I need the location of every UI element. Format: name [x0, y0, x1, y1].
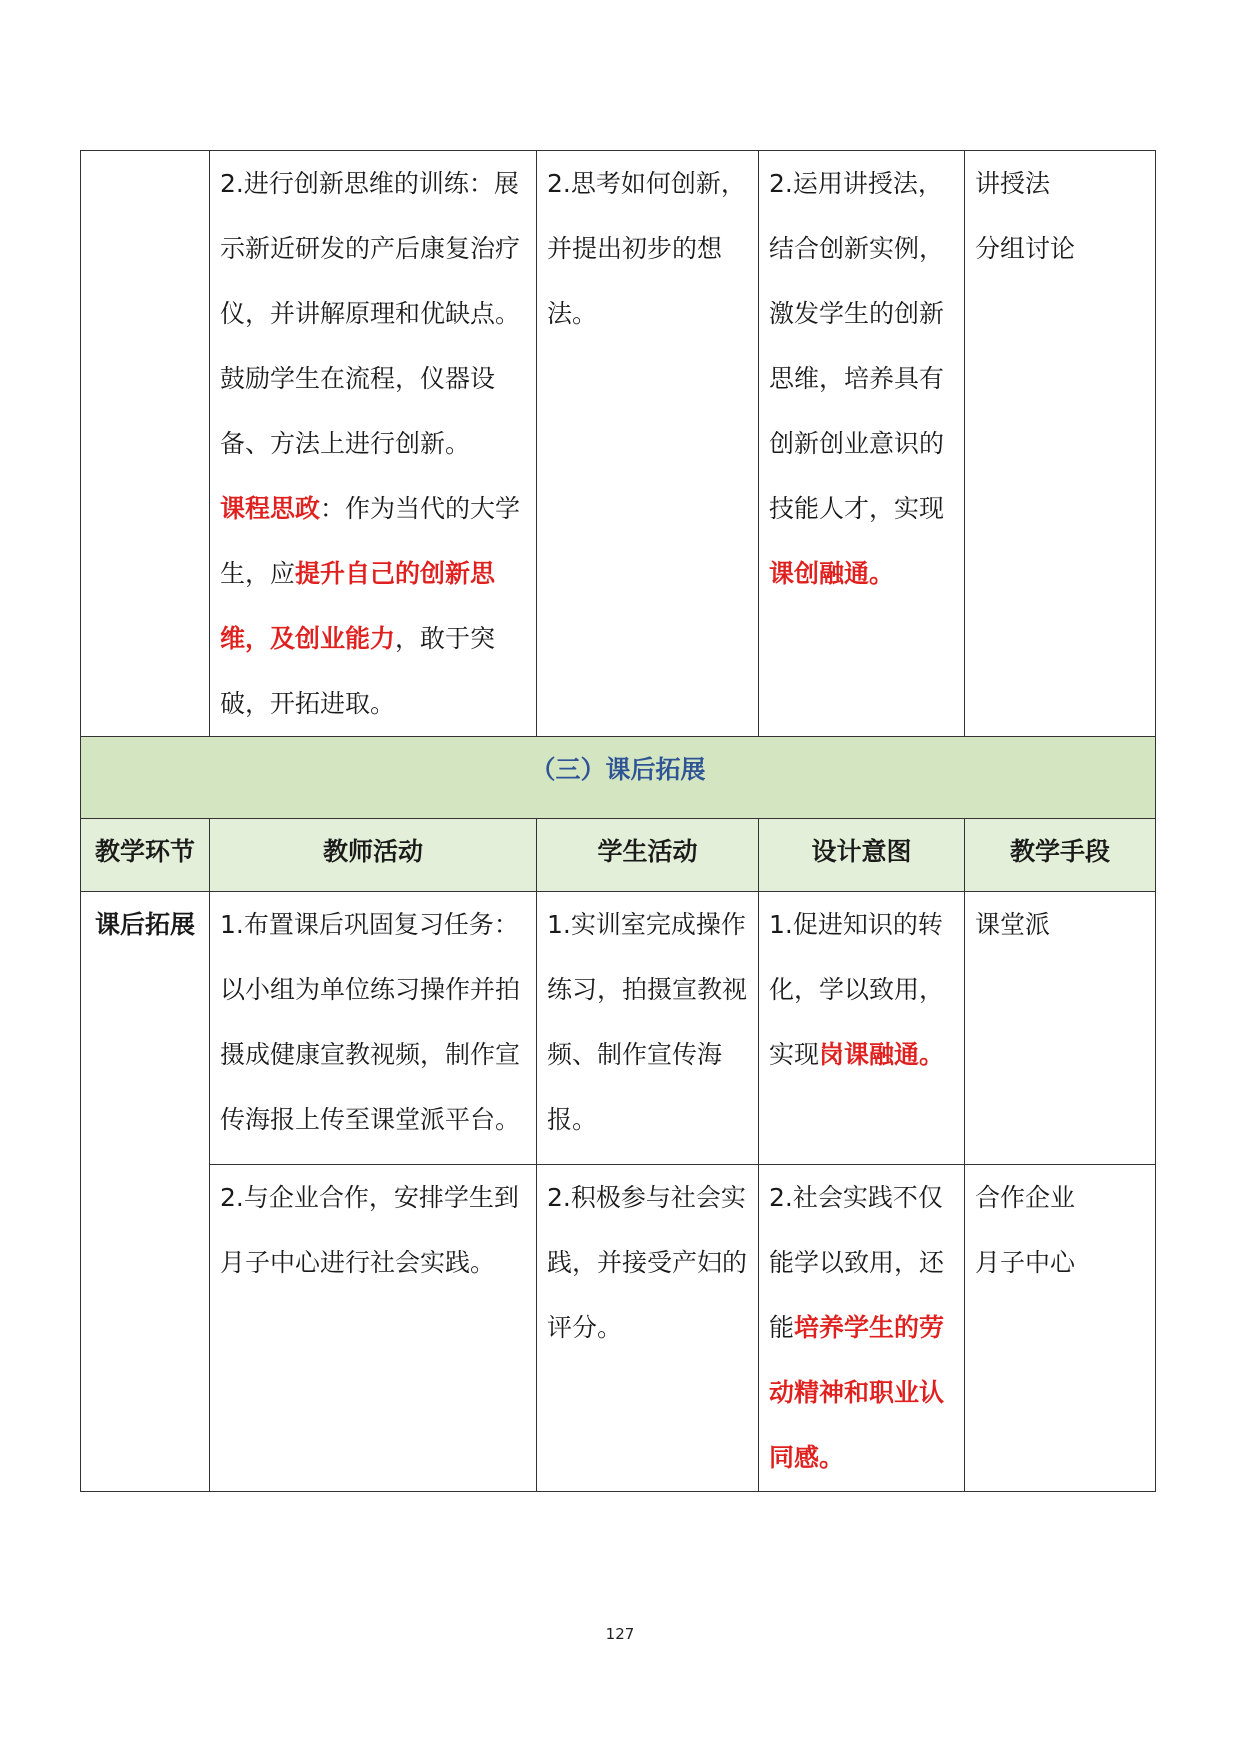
design-intent-cell: [759, 892, 965, 1165]
design-intent-highlight: 岗课融通。: [819, 1040, 945, 1069]
table-row: [81, 892, 1156, 1165]
stage-label: 课后拓展: [81, 892, 210, 1492]
section-title: （三）课后拓展: [81, 737, 1156, 819]
header-student: 学生活动: [537, 819, 759, 892]
teacher-activity-cell: [210, 1165, 537, 1492]
ideology-text-c: ，敢于突破，开拓进取。: [220, 624, 496, 718]
teacher-activity-cell: [210, 892, 537, 1165]
teacher-activity-text: 1.布置课后巩固复习任务：以小组为单位练习操作并拍摄成健康宣教视频，制作宣传海报上传至课堂派平台。: [220, 910, 521, 1134]
header-teacher: 教师活动: [210, 819, 537, 892]
design-intent-cell: [759, 151, 965, 737]
teaching-means-cell: [965, 892, 1156, 1165]
header-design: 设计意图: [759, 819, 965, 892]
ideology-highlight: 提升自己的创新思维，及创业能力: [220, 559, 496, 653]
teacher-activity-cell: [210, 151, 537, 737]
design-intent-text: 2.社会实践不仅能学以致用，还能: [769, 1183, 945, 1342]
header-stage: 教学环节: [81, 819, 210, 892]
student-activity-text: 2.积极参与社会实践，并接受产妇的评分。: [547, 1183, 748, 1342]
teaching-means-item: 讲授法: [975, 169, 1051, 198]
teaching-means-item: 月子中心: [975, 1248, 1076, 1277]
student-activity-cell: [537, 892, 759, 1165]
teaching-means-item: 分组讨论: [975, 234, 1076, 263]
table-row: [81, 1165, 1156, 1492]
student-activity-cell: [537, 151, 759, 737]
teaching-means-cell: [965, 151, 1156, 737]
design-intent-cell: [759, 1165, 965, 1492]
design-intent-highlight: 培养学生的劳动精神和职业认同感。: [769, 1313, 945, 1472]
student-activity-cell: [537, 1165, 759, 1492]
ideology-label: 课程思政: [220, 494, 321, 523]
design-intent-highlight: 课创融通。: [769, 559, 895, 588]
section-banner-row: [81, 737, 1156, 819]
header-row: [81, 819, 1156, 892]
student-activity-text: 1.实训室完成操作练习，拍摄宣教视频、制作宣传海报。: [547, 910, 748, 1134]
design-intent-text: 1.促进知识的转化，学以致用，实现: [769, 910, 945, 1069]
teaching-means-cell: [965, 1165, 1156, 1492]
ideology-text-a: ：作为当代的大学生，应: [220, 494, 521, 588]
design-intent-text: 2.运用讲授法，结合创新实例，激发学生的创新思维，培养具有创新创业意识的技能人才，实现: [769, 169, 945, 523]
teacher-activity-text: 2.进行创新思维的训练：展示新近研发的产后康复治疗仪，并讲解原理和优缺点。鼓励学生在流程，仪器设备、方法上进行创新。: [220, 169, 521, 458]
table-row: [81, 151, 1156, 737]
header-means: 教学手段: [965, 819, 1156, 892]
page-number: 127: [605, 1625, 635, 1643]
teacher-activity-text: 2.与企业合作，安排学生到月子中心进行社会实践。: [220, 1183, 519, 1277]
lesson-plan-table: [80, 150, 1156, 1492]
stage-cell-empty: [81, 151, 210, 737]
teaching-means-item: 合作企业: [975, 1183, 1076, 1212]
student-activity-text: 2.思考如何创新，并提出初步的想法。: [547, 169, 746, 328]
teaching-means-item: 课堂派: [975, 910, 1051, 939]
